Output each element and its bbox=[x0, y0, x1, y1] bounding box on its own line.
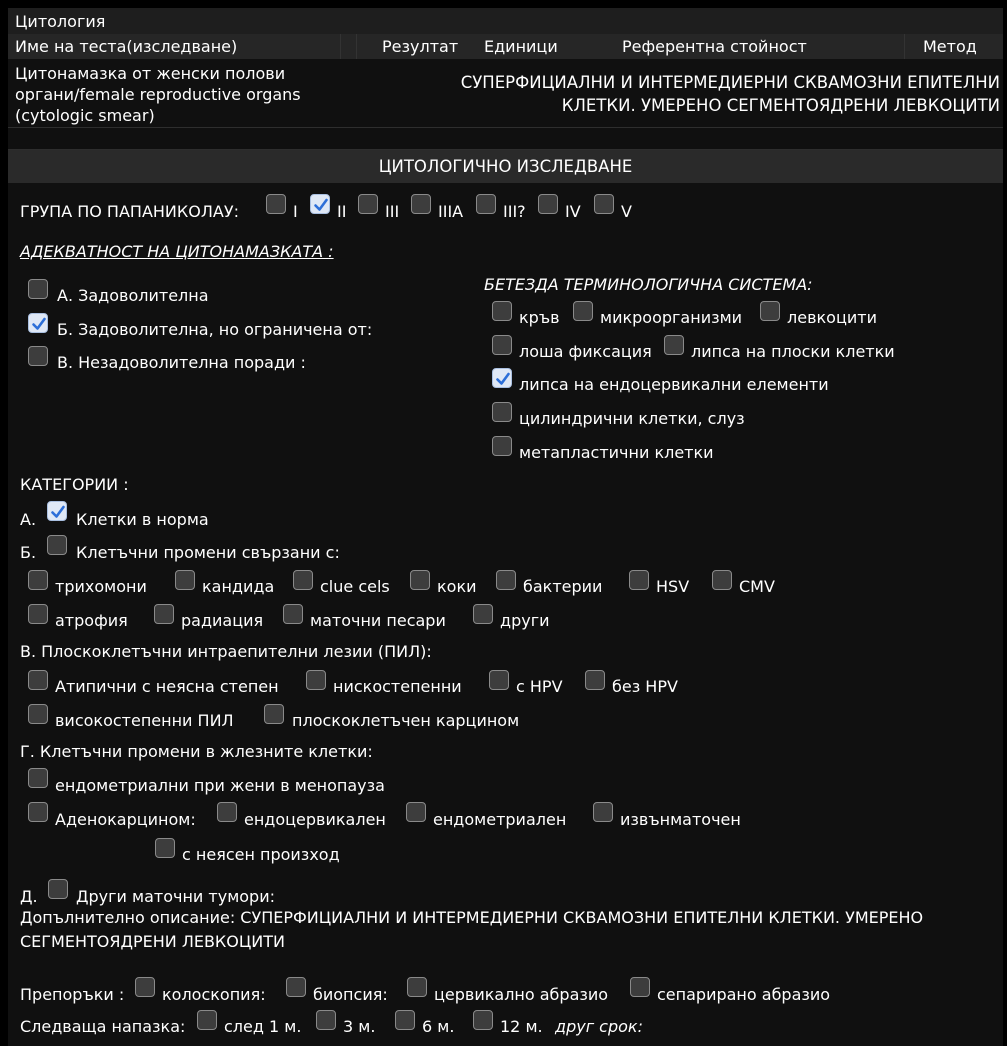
bethesda-microorganisms-checkbox[interactable] bbox=[573, 301, 593, 321]
pap-iv-label: IV bbox=[565, 202, 581, 221]
bethesda-metaplastic-checkbox[interactable] bbox=[492, 436, 512, 456]
pap-i-label: I bbox=[293, 202, 298, 221]
low-grade-checkbox[interactable] bbox=[306, 670, 326, 690]
adequacy-a-checkbox[interactable] bbox=[28, 279, 48, 299]
bethesda-blood-label: кръв bbox=[519, 308, 560, 327]
next-3m-checkbox[interactable] bbox=[316, 1010, 336, 1030]
next-12m-checkbox[interactable] bbox=[473, 1010, 493, 1030]
checkmark-icon bbox=[49, 503, 67, 521]
biopsy-checkbox[interactable] bbox=[286, 977, 306, 997]
pap-v-checkbox[interactable] bbox=[594, 194, 614, 214]
bethesda-microorganisms-label: микроорганизми bbox=[600, 308, 743, 327]
adenocarcinoma-label: Аденокарцином: bbox=[55, 810, 196, 829]
additional-line: Допълнително описание: СУПЕРФИЦИАЛНИ И ИНТЕРМЕДИЕРНИ СКВАМОЗНИ ЕПИТЕЛНИ КЛЕТКИ. УМЕРЕНО bbox=[20, 908, 924, 927]
cat-b-checkbox[interactable] bbox=[47, 535, 67, 555]
atypical-label: Атипични с неясна степен bbox=[55, 677, 279, 696]
other-checkbox[interactable] bbox=[473, 604, 493, 624]
cat-d-prefix: Д. bbox=[20, 887, 38, 906]
atrophy-checkbox[interactable] bbox=[28, 604, 48, 624]
pap-label: ГРУПА ПО ПАПАНИКОЛАУ: bbox=[20, 202, 239, 221]
bethesda-leukocytes-label: левкоцити bbox=[787, 308, 877, 327]
unknown-origin-label: с неясен произход bbox=[182, 845, 340, 864]
bethesda-poor-fixation-checkbox[interactable] bbox=[492, 335, 512, 355]
other-term-label: друг срок: bbox=[555, 1017, 643, 1036]
adequacy-title: АДЕКВАТНОСТ НА ЦИТОНАМАЗКАТА : bbox=[20, 242, 334, 261]
cat-b-label: Клетъчни промени свързани с: bbox=[76, 543, 340, 562]
next-3m-label: 3 м. bbox=[343, 1017, 376, 1036]
candida-label: кандида bbox=[202, 577, 275, 596]
radiation-label: радиация bbox=[181, 611, 264, 630]
pap-iiia-checkbox[interactable] bbox=[411, 194, 431, 214]
atypical-checkbox[interactable] bbox=[28, 670, 48, 690]
col-test-name: Име на теста(изследване) bbox=[15, 37, 238, 56]
cat-d-checkbox[interactable] bbox=[48, 879, 68, 899]
high-grade-checkbox[interactable] bbox=[28, 704, 48, 724]
pap-i-checkbox[interactable] bbox=[266, 194, 286, 214]
next-12m-label: 12 м. bbox=[500, 1017, 543, 1036]
adequacy-b-checkbox[interactable] bbox=[28, 313, 48, 333]
cocci-checkbox[interactable] bbox=[410, 570, 430, 590]
atrophy-label: атрофия bbox=[55, 611, 128, 630]
pap-iii-checkbox[interactable] bbox=[358, 194, 378, 214]
cervical-abrasion-checkbox[interactable] bbox=[407, 977, 427, 997]
test-name-line: (cytologic smear) bbox=[15, 106, 155, 125]
squamous-carcinoma-label: плоскоклетъчен карцином bbox=[292, 711, 520, 730]
next-6m-checkbox[interactable] bbox=[395, 1010, 415, 1030]
cat-d-label: Други маточни тумори: bbox=[76, 887, 275, 906]
bethesda-cylindrical-checkbox[interactable] bbox=[492, 402, 512, 422]
categories-title: КАТЕГОРИИ : bbox=[20, 475, 129, 494]
bethesda-no-squamous-checkbox[interactable] bbox=[664, 335, 684, 355]
extrauterine-checkbox[interactable] bbox=[593, 802, 613, 822]
checkmark-icon bbox=[312, 196, 330, 214]
next-6m-label: 6 м. bbox=[422, 1017, 455, 1036]
bethesda-no-endocervical-checkbox[interactable] bbox=[492, 368, 512, 388]
form-title: ЦИТОЛОГИЧНО ИЗСЛЕДВАНЕ bbox=[378, 157, 633, 176]
radiation-checkbox[interactable] bbox=[154, 604, 174, 624]
next-1m-label: след 1 м. bbox=[224, 1017, 302, 1036]
bethesda-title: БЕТЕЗДА ТЕРМИНОЛОГИЧНА СИСТЕМА: bbox=[484, 275, 813, 294]
bethesda-no-squamous-label: липса на плоски клетки bbox=[691, 342, 895, 361]
pessary-checkbox[interactable] bbox=[283, 604, 303, 624]
adequacy-a-label: А. Задоволителна bbox=[57, 286, 209, 305]
cat-a-label: Клетки в норма bbox=[76, 510, 209, 529]
endometrial-label: ендометриален bbox=[433, 810, 567, 829]
other-label: други bbox=[500, 611, 550, 630]
result-line: СУПЕРФИЦИАЛНИ И ИНТЕРМЕДИЕРНИ СКВАМОЗНИ ЕПИТЕЛНИ bbox=[460, 73, 1000, 92]
without-hpv-label: без HPV bbox=[612, 677, 678, 696]
endometrial-menopause-checkbox[interactable] bbox=[28, 768, 48, 788]
pap-iv-checkbox[interactable] bbox=[538, 194, 558, 214]
col-method: Метод bbox=[923, 37, 977, 56]
cat-v-title: В. Плоскоклетъчни интраепителни лезии (ПИЛ): bbox=[20, 642, 432, 661]
separate-abrasion-checkbox[interactable] bbox=[630, 977, 650, 997]
pap-v-label: V bbox=[621, 202, 632, 221]
bethesda-blood-checkbox[interactable] bbox=[492, 301, 512, 321]
cat-b-prefix: Б. bbox=[20, 543, 37, 562]
bethesda-cylindrical-label: цилиндрични клетки, слуз bbox=[519, 409, 745, 428]
high-grade-label: високостепенни ПИЛ bbox=[55, 711, 234, 730]
pap-iii-label: III bbox=[385, 202, 400, 221]
endometrial-menopause-label: ендометриални при жени в менопауза bbox=[55, 776, 385, 795]
squamous-carcinoma-checkbox[interactable] bbox=[264, 704, 284, 724]
cocci-label: коки bbox=[437, 577, 477, 596]
separate-abrasion-label: сепарирано абразио bbox=[657, 985, 831, 1004]
col-result: Резултат bbox=[382, 37, 459, 56]
bethesda-poor-fixation-label: лоша фиксация bbox=[519, 342, 652, 361]
adequacy-b-label: Б. Задоволителна, но ограничена от: bbox=[57, 320, 373, 339]
cmv-checkbox[interactable] bbox=[712, 570, 732, 590]
trichomonas-label: трихомони bbox=[55, 577, 147, 596]
checkmark-icon bbox=[494, 370, 512, 388]
pap-ii-checkbox[interactable] bbox=[310, 194, 330, 214]
bacteria-checkbox[interactable] bbox=[496, 570, 516, 590]
result-line: КЛЕТКИ. УМЕРЕНО СЕГМЕНТОЯДРЕНИ ЛЕВКОЦИТИ bbox=[561, 96, 1000, 115]
without-hpv-checkbox[interactable] bbox=[585, 670, 605, 690]
trichomonas-checkbox[interactable] bbox=[28, 570, 48, 590]
test-name-line: Цитонамазка от женски полови bbox=[15, 64, 286, 83]
colposcopy-checkbox[interactable] bbox=[135, 977, 155, 997]
col-units: Единици bbox=[484, 37, 558, 56]
bacteria-label: бактерии bbox=[523, 577, 603, 596]
test-name-line: органи/female reproductive organs bbox=[15, 85, 301, 104]
next-1m-checkbox[interactable] bbox=[197, 1010, 217, 1030]
colposcopy-label: колоскопия: bbox=[162, 985, 266, 1004]
extrauterine-label: извънматочен bbox=[620, 810, 741, 829]
endocervical-checkbox[interactable] bbox=[217, 802, 237, 822]
bethesda-leukocytes-checkbox[interactable] bbox=[760, 301, 780, 321]
unknown-origin-checkbox[interactable] bbox=[155, 838, 175, 858]
recommend-label: Препоръки : bbox=[20, 985, 125, 1004]
pap-iii-q-label: III? bbox=[503, 202, 526, 221]
bethesda-no-endocervical-label: липса на ендоцервикални елементи bbox=[519, 375, 829, 394]
endocervical-label: ендоцервикален bbox=[244, 810, 386, 829]
candida-checkbox[interactable] bbox=[175, 570, 195, 590]
with-hpv-checkbox[interactable] bbox=[489, 670, 509, 690]
next-label: Следваща напазка: bbox=[20, 1017, 186, 1036]
adequacy-v-label: В. Незадоволителна поради : bbox=[57, 353, 306, 372]
section-title: Цитология bbox=[15, 12, 106, 31]
col-reference: Референтна стойност bbox=[622, 37, 807, 56]
checkmark-icon bbox=[30, 315, 48, 333]
adenocarcinoma-checkbox[interactable] bbox=[28, 802, 48, 822]
clue-cells-label: clue cels bbox=[320, 577, 390, 596]
hsv-label: HSV bbox=[656, 577, 690, 596]
cat-a-checkbox[interactable] bbox=[47, 501, 67, 521]
clue-cells-checkbox[interactable] bbox=[293, 570, 313, 590]
with-hpv-label: с HPV bbox=[516, 677, 563, 696]
biopsy-label: биопсия: bbox=[313, 985, 388, 1004]
cmv-label: CMV bbox=[739, 577, 775, 596]
cat-a-prefix: А. bbox=[20, 510, 37, 529]
pap-iii-q-checkbox[interactable] bbox=[476, 194, 496, 214]
cervical-abrasion-label: цервикално абразио bbox=[434, 985, 609, 1004]
pessary-label: маточни песари bbox=[310, 611, 446, 630]
pap-iiia-label: IIIA bbox=[438, 202, 464, 221]
adequacy-v-checkbox[interactable] bbox=[28, 346, 48, 366]
endometrial-checkbox[interactable] bbox=[406, 802, 426, 822]
bethesda-metaplastic-label: метапластични клетки bbox=[519, 443, 714, 462]
cat-g-title: Г. Клетъчни промени в жлезните клетки: bbox=[20, 742, 373, 761]
section-header bbox=[8, 8, 1003, 34]
low-grade-label: нискостепенни bbox=[333, 677, 462, 696]
hsv-checkbox[interactable] bbox=[629, 570, 649, 590]
additional-line: СЕГМЕНТОЯДРЕНИ ЛЕВКОЦИТИ bbox=[20, 932, 286, 951]
pap-ii-label: II bbox=[337, 202, 347, 221]
